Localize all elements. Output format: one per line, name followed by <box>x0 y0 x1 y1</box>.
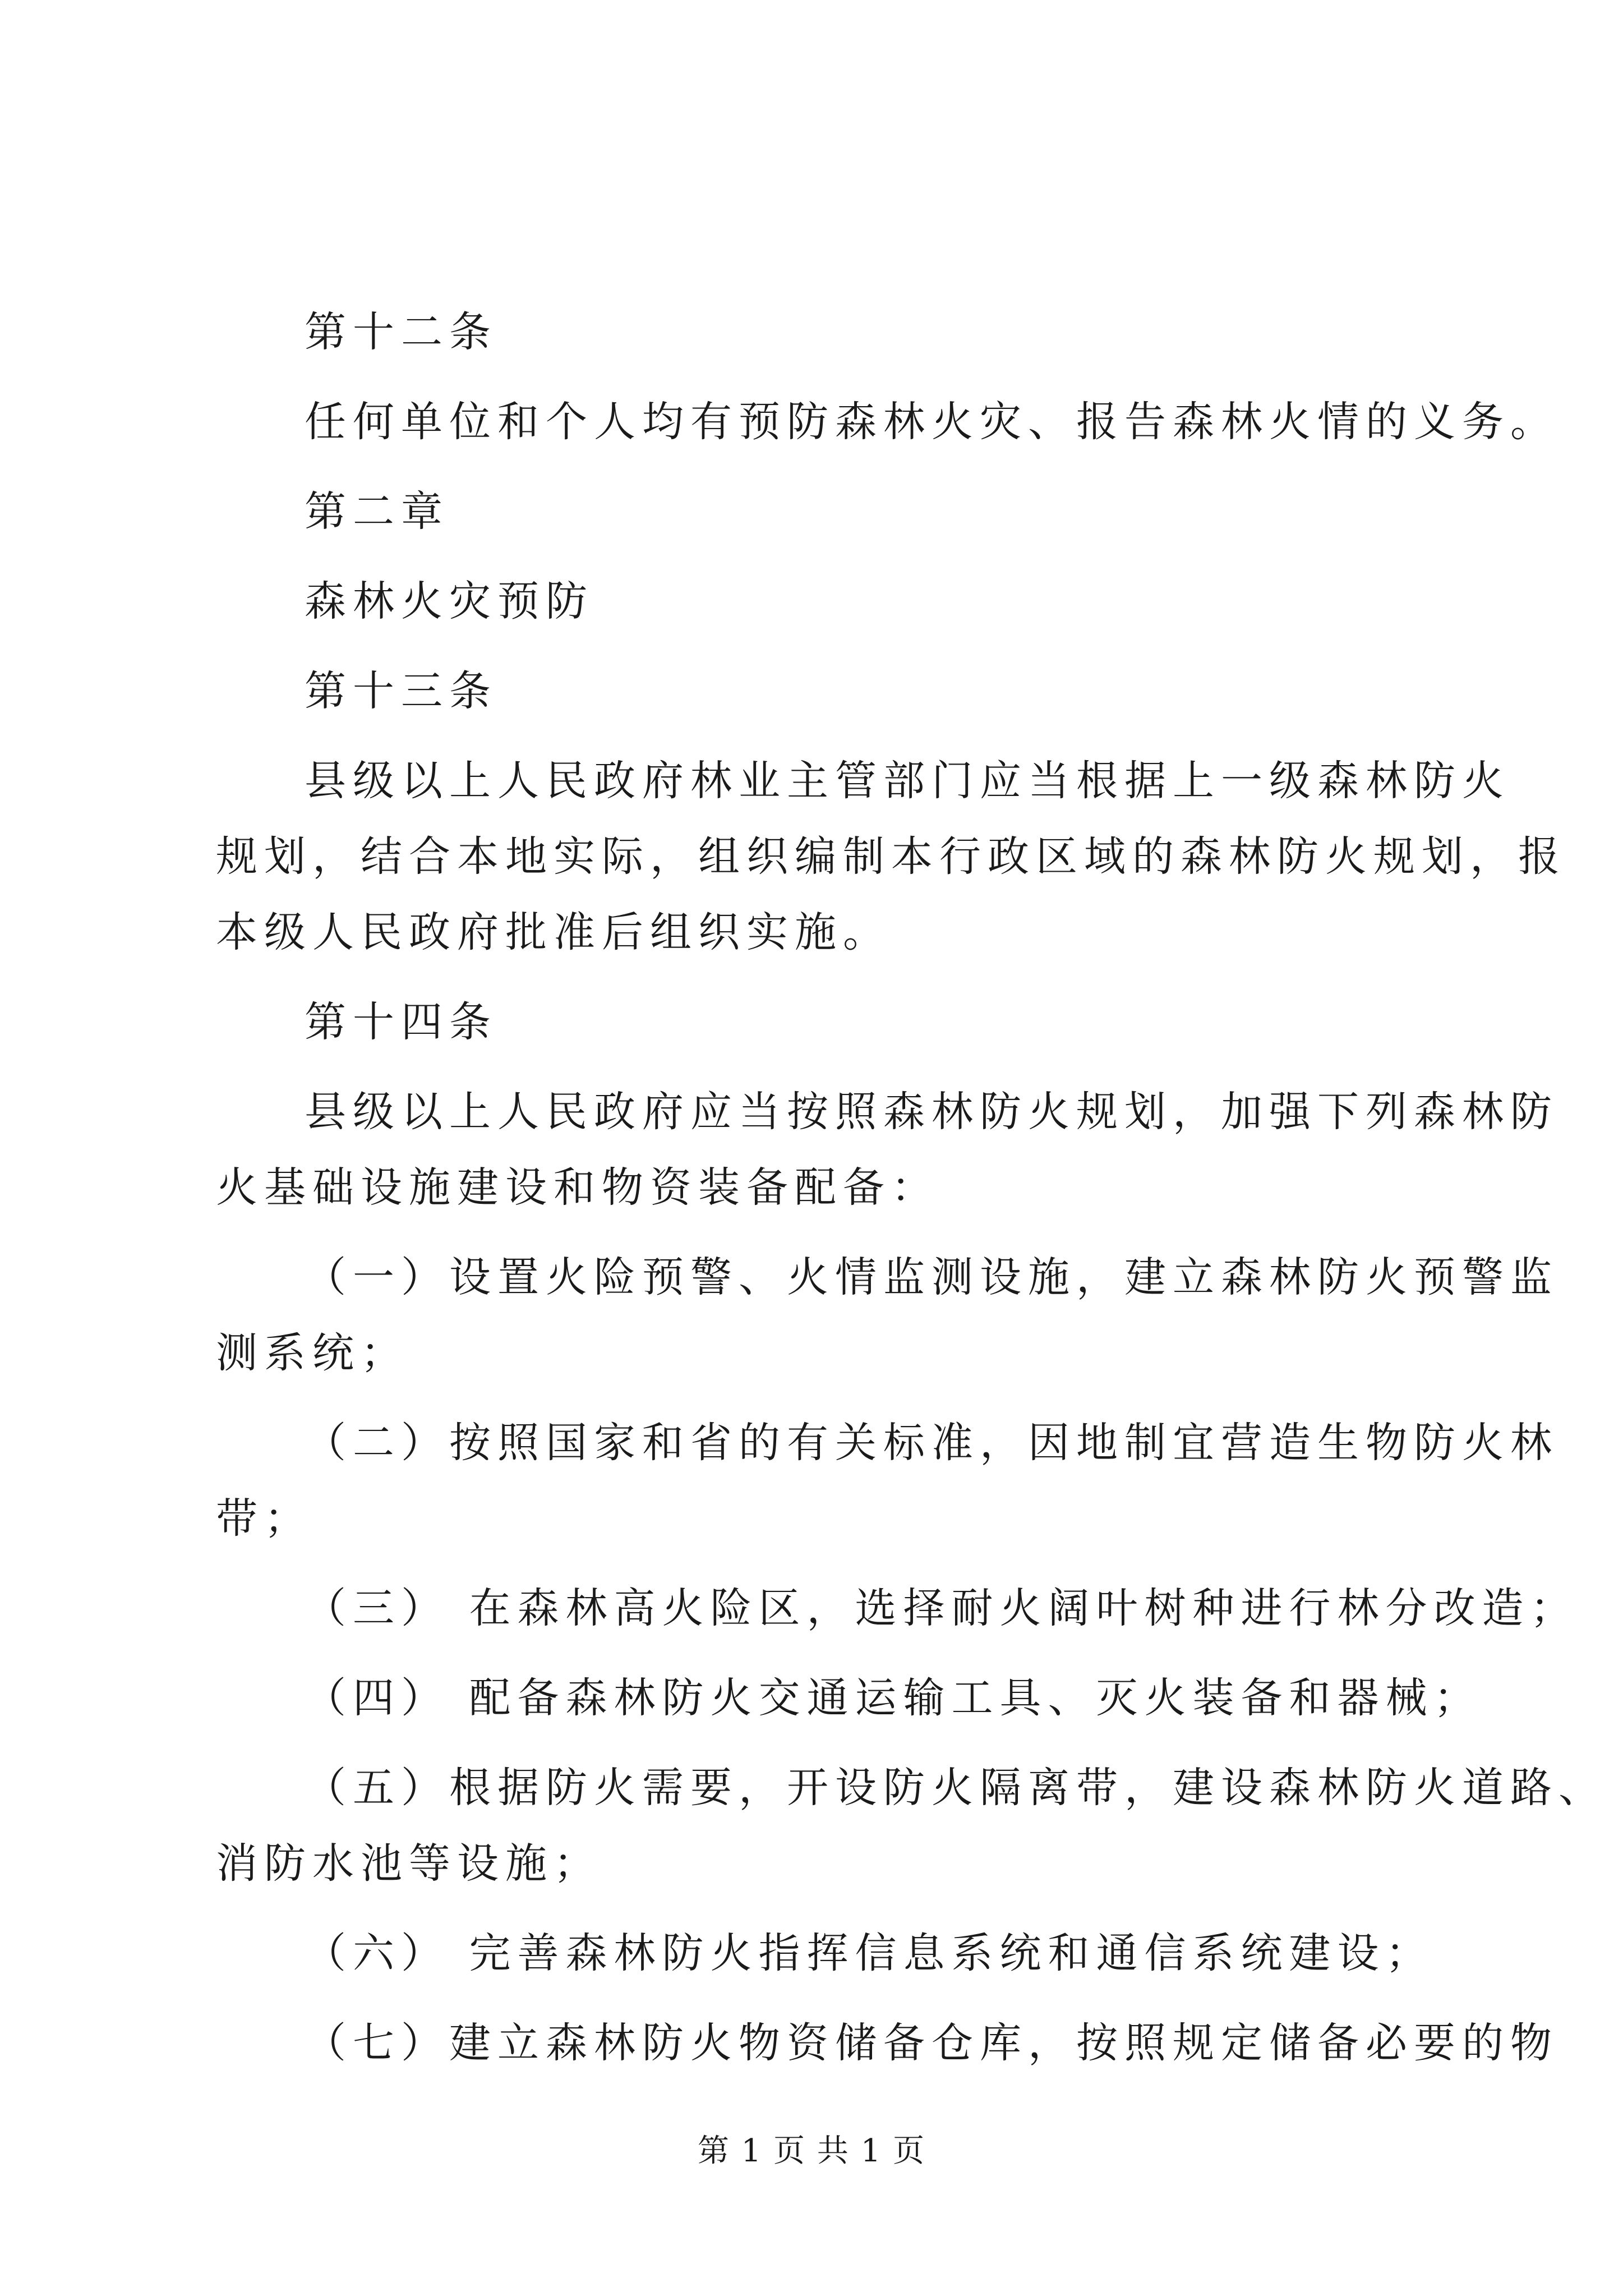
list-item-4: （四） 配备森林防火交通运输工具、灭火装备和器械； <box>305 1674 1482 1722</box>
list-item-3: （三） 在森林高火险区，选择耐火阔叶树种进行林分改造； <box>305 1584 1579 1632</box>
paragraph-line: 县级以上人民政府应当按照森林防火规划，加强下列森林防 <box>305 1088 1559 1136</box>
list-item-1-cont: 测系统； <box>216 1329 409 1377</box>
article-heading-12: 第十二条 <box>305 308 497 356</box>
paragraph-line: 任何单位和个人均有预防森林火灾、报告森林火情的义务。 <box>305 398 1559 446</box>
list-item-7: （七）建立森林防火物资储备仓库，按照规定储备必要的物 <box>305 2019 1559 2067</box>
document-body <box>216 295 1607 2081</box>
list-item-2: （二）按照国家和省的有关标准，因地制宜营造生物防火林 <box>305 1419 1559 1467</box>
list-item-5-cont: 消防水池等设施； <box>216 1839 602 1888</box>
list-item-1: （一）设置火险预警、火情监测设施，建立森林防火预警监 <box>305 1253 1559 1301</box>
paragraph-line: 县级以上人民政府林业主管部门应当根据上一级森林防火 <box>305 757 1510 805</box>
list-item-2-cont: 带； <box>216 1494 312 1543</box>
paragraph-line: 规划，结合本地实际，组织编制本行政区域的森林防火规划，报 <box>216 832 1566 881</box>
article-heading-13: 第十三条 <box>305 667 497 715</box>
article-heading-14: 第十四条 <box>305 998 497 1046</box>
page-footer: 第 1 页 共 1 页 <box>697 2133 926 2169</box>
paragraph-line: 火基础设施建设和物资装备配备： <box>216 1163 939 1212</box>
list-item-5: （五）根据防火需要，开设防火隔离带，建设森林防火道路、 <box>305 1764 1607 1812</box>
chapter-heading: 第二章 <box>305 487 449 536</box>
list-item-6: （六） 完善森林防火指挥信息系统和通信系统建设； <box>305 1929 1434 1977</box>
paragraph-line: 本级人民政府批准后组织实施。 <box>216 908 891 956</box>
chapter-title: 森林火灾预防 <box>305 577 594 625</box>
